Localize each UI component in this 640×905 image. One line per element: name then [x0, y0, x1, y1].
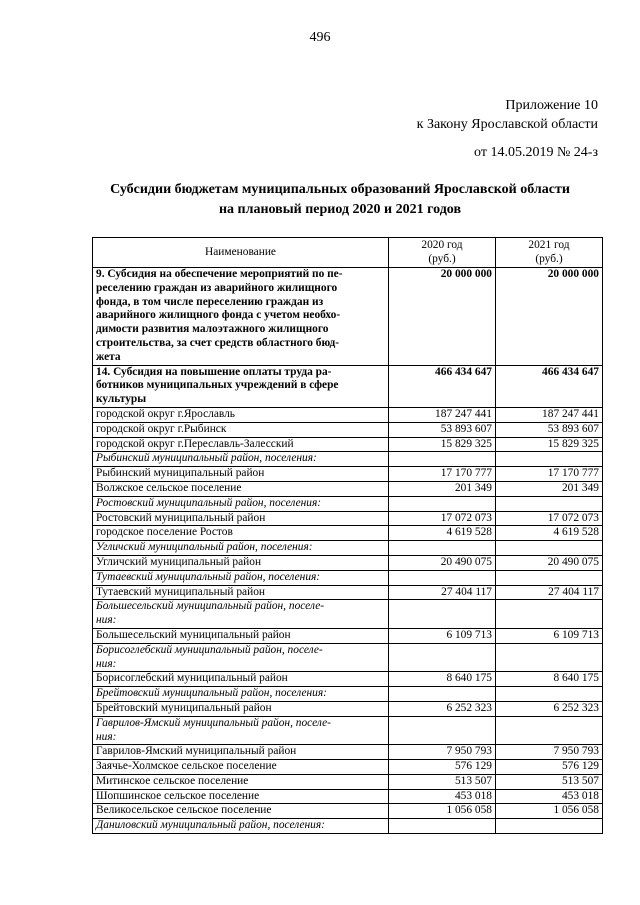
row-name-line: культуры — [96, 393, 147, 406]
appendix-law-date: от 14.05.2019 № 24-з — [474, 145, 598, 160]
row-value-2020: 17 170 777 — [389, 467, 496, 482]
table-row — [93, 496, 603, 511]
row-name — [93, 422, 389, 437]
row-name-line: Тутаевский муниципальный район, поселения: — [96, 570, 321, 583]
table-row — [93, 600, 603, 629]
row-name — [93, 672, 389, 687]
district-subheading — [93, 452, 389, 467]
appendix-label: Приложение 10 — [505, 98, 598, 113]
row-name — [93, 437, 389, 452]
row-value-2020: 53 893 607 — [389, 422, 496, 437]
table-row — [93, 760, 603, 775]
row-name-line: фонда, в том числе переселению граждан из — [96, 295, 324, 308]
document-title — [40, 180, 640, 220]
row-value-2020 — [389, 643, 496, 672]
row-name-line: городское поселение Ростов — [96, 526, 233, 539]
row-value-2021: 20 000 000 — [496, 268, 603, 366]
table-row — [93, 804, 603, 819]
table-row — [93, 789, 603, 804]
district-subheading — [93, 541, 389, 556]
row-value-2020 — [389, 819, 496, 834]
row-value-2020 — [389, 452, 496, 467]
row-value-2020 — [389, 496, 496, 511]
row-name-line: жета — [96, 350, 121, 363]
row-name-line: димости развития малоэтажного жилищного — [96, 323, 329, 336]
row-value-2020 — [389, 687, 496, 702]
subsidies-table — [92, 237, 603, 834]
row-name-line: Волжское сельское поселение — [96, 481, 242, 494]
table-row — [93, 716, 603, 745]
row-name-line: Рыбинский муниципальный район — [96, 467, 265, 480]
header-name: Наименование — [93, 238, 389, 268]
row-value-2021 — [496, 687, 603, 702]
district-subheading — [93, 819, 389, 834]
row-value-2021: 6 109 713 — [496, 628, 603, 643]
header-2021-year: 2021 год — [528, 238, 570, 251]
row-value-2020: 466 434 647 — [389, 365, 496, 407]
row-value-2020: 1 056 058 — [389, 804, 496, 819]
table-row — [93, 745, 603, 760]
row-name-line: Брейтовский муниципальный район — [96, 701, 272, 714]
table-row — [93, 541, 603, 556]
row-value-2021 — [496, 570, 603, 585]
row-name-line: Митинское сельское поселение — [96, 774, 249, 787]
table-row — [93, 774, 603, 789]
row-name — [93, 511, 389, 526]
row-name — [93, 701, 389, 716]
row-name-line: городской округ г.Переславль-Залесский — [96, 437, 294, 450]
table-row — [93, 687, 603, 702]
row-value-2020: 6 252 323 — [389, 701, 496, 716]
row-name-line: ния: — [96, 657, 117, 670]
row-value-2020 — [389, 716, 496, 745]
row-name-line: Гаврилов-Ямский муниципальный район — [96, 745, 297, 758]
row-value-2020: 20 490 075 — [389, 555, 496, 570]
district-subheading — [93, 716, 389, 745]
row-name-line: Шопшинское сельское поселение — [96, 789, 260, 802]
row-name — [93, 745, 389, 760]
table-header-row — [93, 238, 603, 268]
row-value-2021: 466 434 647 — [496, 365, 603, 407]
table-row — [93, 365, 603, 407]
row-name-line: Рыбинский муниципальный район, поселения: — [96, 452, 317, 465]
table-row — [93, 672, 603, 687]
row-name-line: строительства, за счет средств областного бюд- — [96, 336, 340, 349]
row-value-2021: 6 252 323 — [496, 701, 603, 716]
table-row — [93, 643, 603, 672]
row-name-line: Великосельское сельское поселение — [96, 804, 272, 817]
document-title-line-1: Субсидии бюджетам муниципальных образований Ярославской области — [110, 182, 570, 197]
row-name — [93, 481, 389, 496]
row-value-2021: 27 404 117 — [496, 585, 603, 600]
row-name — [93, 789, 389, 804]
table-row — [93, 526, 603, 541]
row-name-line: Большесельский муниципальный район — [96, 628, 291, 641]
row-name-line: 9. Субсидия на обеспечение мероприятий по пе- — [96, 268, 343, 280]
row-value-2020: 187 247 441 — [389, 407, 496, 422]
row-name-line: Угличский муниципальный район — [96, 555, 262, 568]
row-name-line: 14. Субсидия на повышение оплаты труда ра- — [96, 365, 332, 378]
row-name-line: Борисоглебский муниципальный район, поселе- — [96, 643, 323, 656]
table-row — [93, 467, 603, 482]
row-value-2020 — [389, 600, 496, 629]
row-name-line: ния: — [96, 730, 117, 743]
table-row — [93, 268, 603, 366]
row-name-line: Гаврилов-Ямский муниципальный район, поселе- — [96, 716, 331, 729]
row-value-2020: 4 619 528 — [389, 526, 496, 541]
row-name-line: Большесельский муниципальный район, поселе- — [96, 600, 325, 613]
row-value-2021 — [496, 643, 603, 672]
district-subheading — [93, 687, 389, 702]
row-value-2021 — [496, 452, 603, 467]
row-name-line: Тутаевский муниципальный район — [96, 585, 266, 598]
table-row — [93, 511, 603, 526]
page-number: 496 — [309, 30, 331, 45]
table-row — [93, 437, 603, 452]
table-body — [93, 268, 603, 834]
row-value-2021: 1 056 058 — [496, 804, 603, 819]
table-row — [93, 570, 603, 585]
row-value-2020: 453 018 — [389, 789, 496, 804]
row-name-line: городской округ г.Ярославль — [96, 407, 235, 420]
row-value-2021: 53 893 607 — [496, 422, 603, 437]
row-name — [93, 526, 389, 541]
row-value-2021: 15 829 325 — [496, 437, 603, 452]
row-name-line: Угличский муниципальный район, поселения: — [96, 541, 313, 554]
table-row — [93, 407, 603, 422]
row-name-line: городской округ г.Рыбинск — [96, 422, 227, 435]
row-value-2020: 17 072 073 — [389, 511, 496, 526]
header-2021-unit: (руб.) — [535, 252, 563, 265]
table-row — [93, 819, 603, 834]
row-value-2021: 453 018 — [496, 789, 603, 804]
table-row — [93, 628, 603, 643]
row-value-2021: 20 490 075 — [496, 555, 603, 570]
row-value-2020: 201 349 — [389, 481, 496, 496]
row-name-line: Борисоглебский муниципальный район — [96, 672, 288, 685]
table-row — [93, 585, 603, 600]
row-value-2020: 20 000 000 — [389, 268, 496, 366]
row-name-line: Брейтовский муниципальный район, поселения: — [96, 687, 327, 700]
row-name — [93, 804, 389, 819]
row-value-2021 — [496, 496, 603, 511]
row-name — [93, 555, 389, 570]
row-value-2021: 17 170 777 — [496, 467, 603, 482]
row-name — [93, 467, 389, 482]
row-value-2020 — [389, 570, 496, 585]
row-name — [93, 760, 389, 775]
header-2020-year: 2020 год — [421, 238, 463, 251]
row-name-line: реселению граждан из аварийного жилищного — [96, 281, 338, 294]
district-subheading — [93, 570, 389, 585]
row-name — [93, 407, 389, 422]
row-value-2020: 513 507 — [389, 774, 496, 789]
row-name-line: Ростовский муниципальный район, поселения: — [96, 496, 322, 509]
row-value-2021 — [496, 716, 603, 745]
row-value-2021: 7 950 793 — [496, 745, 603, 760]
row-name — [93, 628, 389, 643]
row-value-2021 — [496, 541, 603, 556]
row-name — [93, 774, 389, 789]
row-value-2020: 6 109 713 — [389, 628, 496, 643]
row-name-line: Ростовский муниципальный район — [96, 511, 266, 524]
row-value-2020: 15 829 325 — [389, 437, 496, 452]
row-name — [93, 365, 389, 407]
row-name-line: аварийного жилищного фонда с учетом необхо- — [96, 309, 341, 322]
district-subheading — [93, 496, 389, 511]
row-name — [93, 268, 389, 366]
district-subheading — [93, 643, 389, 672]
row-value-2021: 4 619 528 — [496, 526, 603, 541]
row-value-2021: 576 129 — [496, 760, 603, 775]
document-title-line-2: на плановый период 2020 и 2021 годов — [218, 202, 462, 217]
district-subheading — [93, 600, 389, 629]
table-row — [93, 701, 603, 716]
row-value-2020: 8 640 175 — [389, 672, 496, 687]
header-2021 — [496, 238, 603, 268]
row-value-2021 — [496, 600, 603, 629]
row-name-line: ния: — [96, 614, 117, 627]
row-name-line: Даниловский муниципальный район, поселения: — [96, 819, 325, 832]
row-value-2021: 513 507 — [496, 774, 603, 789]
row-value-2021: 8 640 175 — [496, 672, 603, 687]
row-name — [93, 585, 389, 600]
table-row — [93, 481, 603, 496]
row-value-2020 — [389, 541, 496, 556]
header-2020 — [389, 238, 496, 268]
row-value-2021: 187 247 441 — [496, 407, 603, 422]
row-value-2020: 7 950 793 — [389, 745, 496, 760]
row-value-2021: 17 072 073 — [496, 511, 603, 526]
appendix-law-reference: к Закону Ярославской области — [416, 117, 598, 132]
table-row — [93, 555, 603, 570]
table-row — [93, 452, 603, 467]
row-value-2021: 201 349 — [496, 481, 603, 496]
row-value-2020: 27 404 117 — [389, 585, 496, 600]
row-value-2020: 576 129 — [389, 760, 496, 775]
row-name-line: Заячье-Холмское сельское поселение — [96, 760, 277, 773]
header-2020-unit: (руб.) — [428, 252, 456, 265]
table-row — [93, 422, 603, 437]
row-name-line: ботников муниципальных учреждений в сфере — [96, 379, 339, 392]
row-value-2021 — [496, 819, 603, 834]
